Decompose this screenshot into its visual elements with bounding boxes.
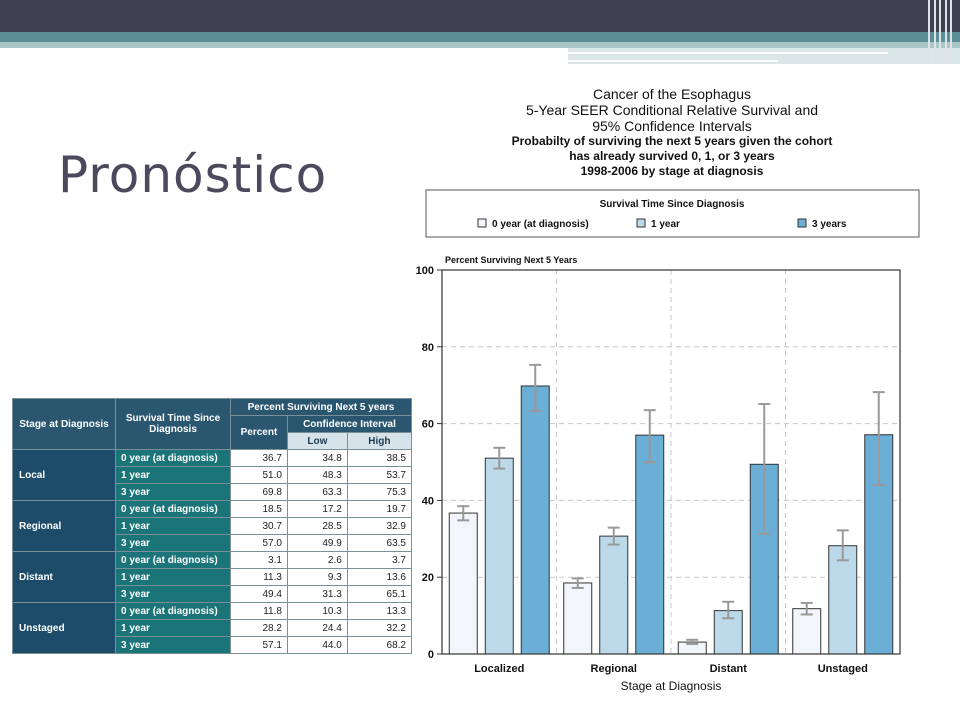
header-low: Low — [287, 433, 347, 450]
time-cell: 3 year — [116, 535, 231, 552]
top-band-teal — [0, 32, 960, 42]
time-cell: 1 year — [116, 569, 231, 586]
y-tick-label: 100 — [415, 265, 434, 277]
low-cell: 44.0 — [287, 637, 347, 654]
bar — [636, 435, 664, 654]
header-group: Percent Surviving Next 5 years — [231, 399, 412, 416]
high-cell: 63.5 — [347, 535, 411, 552]
high-cell: 53.7 — [347, 467, 411, 484]
legend-label: 0 year (at diagnosis) — [492, 219, 589, 230]
bar — [793, 609, 821, 654]
high-cell: 13.3 — [347, 603, 411, 620]
percent-cell: 57.1 — [231, 637, 288, 654]
x-tick-label: Unstaged — [817, 663, 868, 675]
low-cell: 34.8 — [287, 450, 347, 467]
legend-swatch — [798, 219, 806, 227]
high-cell: 32.2 — [347, 620, 411, 637]
chart-heading — [462, 86, 882, 179]
low-cell: 28.5 — [287, 518, 347, 535]
bar — [449, 513, 477, 654]
low-cell: 48.3 — [287, 467, 347, 484]
chart-title-line: Cancer of the Esophagus — [593, 86, 751, 102]
low-cell: 24.4 — [287, 620, 347, 637]
header-ci: Confidence Interval — [287, 416, 411, 433]
high-cell: 19.7 — [347, 501, 411, 518]
high-cell: 13.6 — [347, 569, 411, 586]
percent-cell: 36.7 — [231, 450, 288, 467]
time-cell: 3 year — [116, 637, 231, 654]
y-tick-label: 80 — [421, 341, 434, 354]
header-high: High — [347, 433, 411, 450]
high-cell: 65.1 — [347, 586, 411, 603]
top-band-line — [568, 52, 888, 54]
table-row — [13, 501, 412, 518]
header-since: Survival Time Since Diagnosis — [116, 399, 231, 450]
table-row — [13, 552, 412, 569]
percent-cell: 69.8 — [231, 484, 288, 501]
survival-bar-chart — [400, 186, 940, 706]
legend-label: 3 years — [812, 219, 847, 230]
high-cell: 32.9 — [347, 518, 411, 535]
stage-cell: Distant — [13, 552, 116, 603]
table-row — [13, 603, 412, 620]
low-cell: 10.3 — [287, 603, 347, 620]
percent-cell: 57.0 — [231, 535, 288, 552]
chart-subtitle-line: has already survived 0, 1, or 3 years — [569, 149, 775, 163]
high-cell: 68.2 — [347, 637, 411, 654]
time-cell: 0 year (at diagnosis) — [116, 450, 231, 467]
chart-subtitle-line: Probabilty of surviving the next 5 years given the cohort — [511, 134, 833, 148]
y-tick-label: 60 — [421, 418, 434, 431]
bar — [485, 458, 513, 654]
chart-title-line: 95% Confidence Intervals — [592, 118, 752, 134]
header-percent: Percent — [231, 416, 288, 450]
legend-swatch — [478, 219, 486, 227]
stage-cell: Unstaged — [13, 603, 116, 654]
high-cell: 75.3 — [347, 484, 411, 501]
survival-table — [12, 398, 412, 654]
header-stage: Stage at Diagnosis — [13, 399, 116, 450]
stage-cell: Local — [13, 450, 116, 501]
time-cell: 3 year — [116, 484, 231, 501]
slide-title: Pronóstico — [58, 146, 328, 204]
percent-cell: 11.8 — [231, 603, 288, 620]
stage-cell: Regional — [13, 501, 116, 552]
corner-stripes — [926, 0, 956, 64]
top-band-dark — [0, 0, 960, 32]
percent-cell: 30.7 — [231, 518, 288, 535]
low-cell: 2.6 — [287, 552, 347, 569]
table-row — [13, 450, 412, 467]
x-tick-label: Localized — [474, 663, 525, 675]
legend-swatch — [637, 219, 645, 227]
bar — [829, 546, 857, 654]
bar — [521, 386, 549, 654]
percent-cell: 11.3 — [231, 569, 288, 586]
top-band-line-short — [568, 60, 778, 62]
y-tick-label: 20 — [421, 572, 434, 585]
x-tick-label: Regional — [590, 663, 637, 675]
time-cell: 1 year — [116, 620, 231, 637]
time-cell: 0 year (at diagnosis) — [116, 552, 231, 569]
legend-label: 1 year — [651, 219, 680, 230]
low-cell: 17.2 — [287, 501, 347, 518]
percent-cell: 49.4 — [231, 586, 288, 603]
high-cell: 38.5 — [347, 450, 411, 467]
time-cell: 0 year (at diagnosis) — [116, 603, 231, 620]
percent-cell: 51.0 — [231, 467, 288, 484]
high-cell: 3.7 — [347, 552, 411, 569]
chart-subtitle-line: 1998-2006 by stage at diagnosis — [580, 164, 764, 178]
low-cell: 63.3 — [287, 484, 347, 501]
percent-cell: 18.5 — [231, 501, 288, 518]
bar — [600, 536, 628, 654]
low-cell: 9.3 — [287, 569, 347, 586]
time-cell: 0 year (at diagnosis) — [116, 501, 231, 518]
time-cell: 1 year — [116, 467, 231, 484]
x-axis-label: Stage at Diagnosis — [620, 679, 722, 693]
low-cell: 49.9 — [287, 535, 347, 552]
time-cell: 3 year — [116, 586, 231, 603]
legend-title: Survival Time Since Diagnosis — [599, 199, 745, 210]
y-tick-label: 40 — [421, 495, 434, 508]
y-tick-label: 0 — [427, 649, 434, 661]
x-tick-label: Distant — [709, 663, 747, 675]
low-cell: 31.3 — [287, 586, 347, 603]
time-cell: 1 year — [116, 518, 231, 535]
percent-cell: 3.1 — [231, 552, 288, 569]
percent-cell: 28.2 — [231, 620, 288, 637]
bar — [564, 583, 592, 654]
chart-title-line: 5-Year SEER Conditional Relative Survival and — [525, 102, 819, 118]
inner-label: Percent Surviving Next 5 Years — [445, 255, 578, 265]
